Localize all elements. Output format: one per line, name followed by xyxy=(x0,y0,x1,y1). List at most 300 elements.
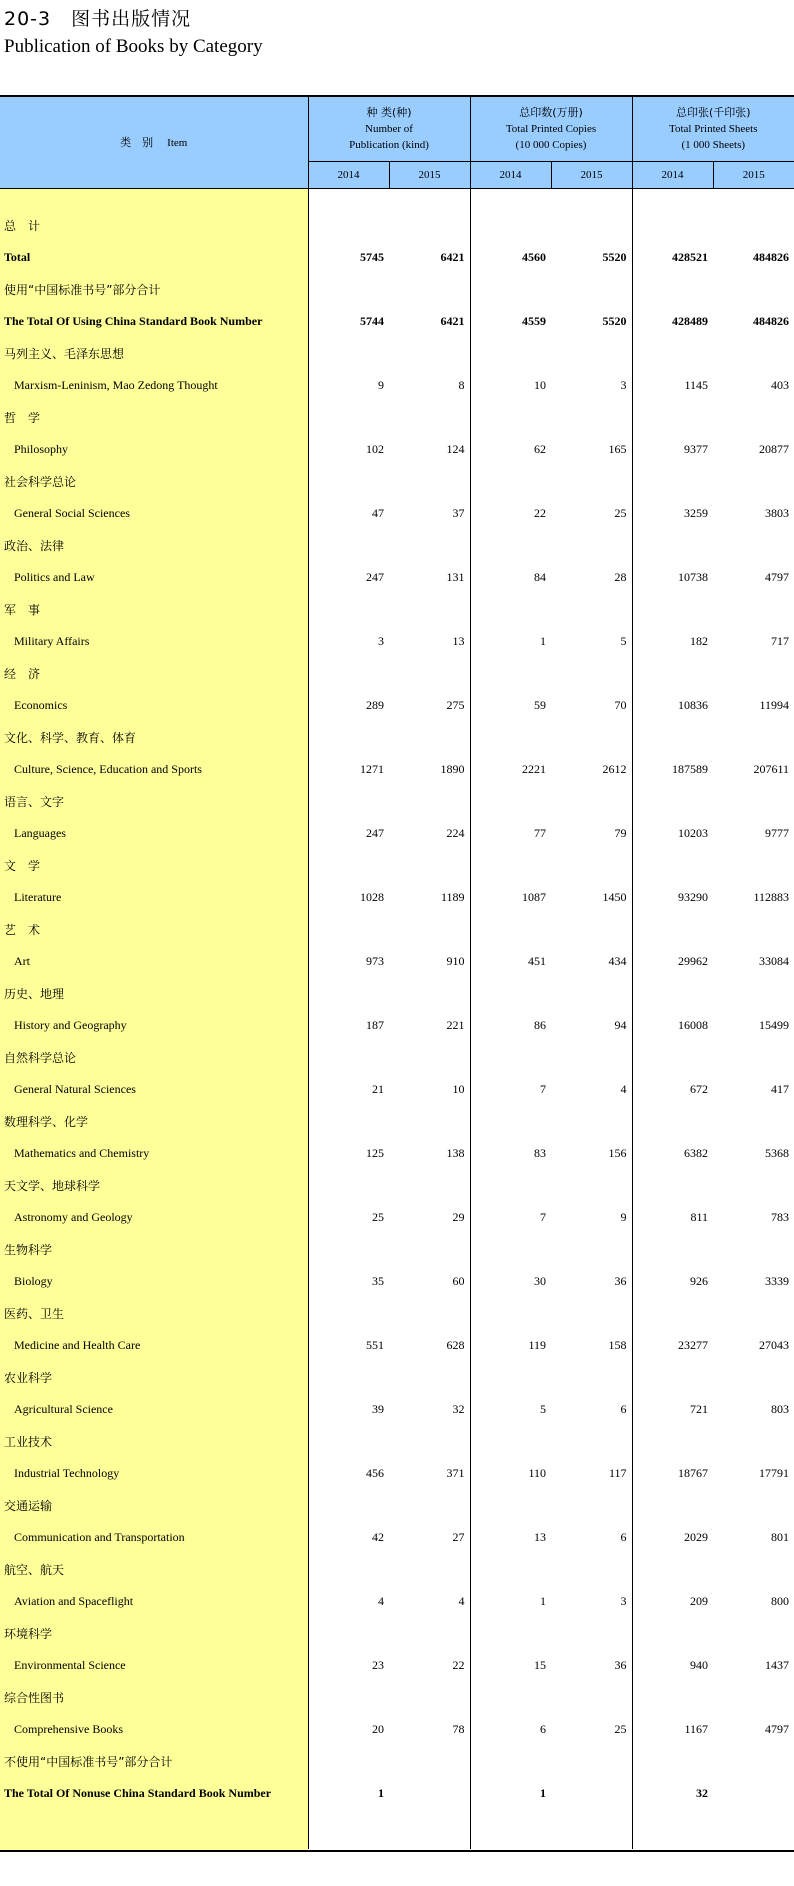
value-cell xyxy=(470,977,551,1009)
value-cell: 717 xyxy=(771,633,790,648)
value-cell: 187589 xyxy=(672,761,708,776)
value-cell: 7 xyxy=(540,1081,546,1096)
table-row xyxy=(0,1297,794,1329)
table-row xyxy=(0,209,794,241)
value-cell xyxy=(389,977,470,1009)
value-cell: 25 xyxy=(551,1713,632,1745)
value-cell: 3 xyxy=(378,633,384,648)
value-cell: 47 xyxy=(372,505,384,520)
title-cn: 20-3 图书出版情况 xyxy=(4,8,192,30)
value-cell xyxy=(308,657,389,689)
value-cell: 59 xyxy=(534,697,546,712)
value-cell: 27 xyxy=(389,1521,470,1553)
value-cell: 11994 xyxy=(759,697,790,712)
value-cell xyxy=(470,1617,551,1649)
value-cell xyxy=(551,529,632,561)
value-cell xyxy=(551,849,632,881)
value-cell xyxy=(308,1169,389,1201)
row-label: 马列主义、毛泽东思想 xyxy=(0,337,308,369)
table-row xyxy=(0,433,794,465)
value-cell: 32 xyxy=(696,1785,708,1800)
row-label: 交通运输 xyxy=(0,1489,308,1521)
group-header-en-line1: Number of xyxy=(365,123,413,135)
value-cell: 25 xyxy=(551,497,632,529)
value-cell xyxy=(713,1681,794,1713)
table-row xyxy=(0,593,794,625)
value-cell xyxy=(713,785,794,817)
table-row xyxy=(0,1521,794,1553)
value-cell xyxy=(551,1681,632,1713)
value-cell: 9 xyxy=(551,1201,632,1233)
row-label: 政治、法律 xyxy=(0,529,308,561)
value-cell xyxy=(632,1553,713,1585)
value-cell xyxy=(389,913,470,945)
row-label: 环境科学 xyxy=(0,1617,308,1649)
row-label: Philosophy xyxy=(0,433,308,465)
value-cell: 13 xyxy=(534,1529,546,1544)
value-cell: 29962 xyxy=(678,953,708,968)
value-cell: 119 xyxy=(528,1337,546,1352)
row-label: 文 学 xyxy=(0,849,308,881)
value-cell xyxy=(389,1425,470,1457)
value-cell xyxy=(713,1777,794,1809)
value-cell xyxy=(632,1425,713,1457)
value-cell: 10836 xyxy=(678,697,708,712)
year-header: 2014 xyxy=(470,162,551,189)
value-cell xyxy=(713,913,794,945)
year-header: 2014 xyxy=(632,162,713,189)
value-cell xyxy=(470,721,551,753)
value-cell xyxy=(389,1681,470,1713)
table-row xyxy=(0,1745,794,1777)
category-header-cn: 类 别 xyxy=(120,135,154,149)
value-cell xyxy=(551,1105,632,1137)
value-cell xyxy=(470,1361,551,1393)
table-row xyxy=(0,1713,794,1745)
value-cell: 30 xyxy=(534,1273,546,1288)
value-cell: 551 xyxy=(366,1337,384,1352)
value-cell: 4559 xyxy=(522,313,546,328)
row-label: Agricultural Science xyxy=(0,1393,308,1425)
value-cell xyxy=(308,913,389,945)
table-row xyxy=(0,273,794,305)
group-header-sheets xyxy=(632,97,794,162)
value-cell: 6421 xyxy=(389,305,470,337)
value-cell: 7 xyxy=(540,1209,546,1224)
table-row xyxy=(0,1489,794,1521)
value-cell xyxy=(632,529,713,561)
value-cell: 207611 xyxy=(753,761,790,776)
value-cell xyxy=(389,401,470,433)
value-cell xyxy=(551,465,632,497)
value-cell xyxy=(551,401,632,433)
value-cell: 4797 xyxy=(765,569,790,584)
value-cell: 35 xyxy=(372,1273,384,1288)
value-cell xyxy=(713,1297,794,1329)
row-label: Marxism-Leninism, Mao Zedong Thought xyxy=(0,369,308,401)
group-header-en-line2: Publication (kind) xyxy=(349,139,429,151)
value-cell: 9777 xyxy=(765,825,790,840)
value-cell xyxy=(308,209,389,241)
value-cell xyxy=(551,1745,632,1777)
row-label: 数理科学、化学 xyxy=(0,1105,308,1137)
value-cell xyxy=(389,593,470,625)
value-cell xyxy=(389,1553,470,1585)
value-cell: 940 xyxy=(690,1657,708,1672)
value-cell: 37 xyxy=(389,497,470,529)
value-cell: 5 xyxy=(540,1401,546,1416)
title-en: Publication of Books by Category xyxy=(4,36,263,57)
value-cell xyxy=(713,209,794,241)
value-cell xyxy=(470,913,551,945)
year-header: 2015 xyxy=(551,162,632,189)
value-cell xyxy=(551,1041,632,1073)
table-row xyxy=(0,1457,794,1489)
table-row xyxy=(0,1393,794,1425)
value-cell: 125 xyxy=(366,1145,384,1160)
row-label: 不使用“中国标准书号”部分合计 xyxy=(0,1745,308,1777)
value-cell: 13 xyxy=(389,625,470,657)
value-cell xyxy=(470,1553,551,1585)
value-cell xyxy=(308,977,389,1009)
row-label: 航空、航天 xyxy=(0,1553,308,1585)
value-cell: 60 xyxy=(389,1265,470,1297)
value-cell xyxy=(470,1041,551,1073)
value-cell xyxy=(308,337,389,369)
value-cell xyxy=(389,849,470,881)
row-label: Environmental Science xyxy=(0,1649,308,1681)
year-header: 2015 xyxy=(713,162,794,189)
table-row xyxy=(0,913,794,945)
table-row xyxy=(0,785,794,817)
row-label: Astronomy and Geology xyxy=(0,1201,308,1233)
value-cell xyxy=(713,337,794,369)
row-label: 医药、卫生 xyxy=(0,1297,308,1329)
value-cell xyxy=(389,1297,470,1329)
book-publication-table xyxy=(0,97,794,1849)
value-cell: 1 xyxy=(540,1593,546,1608)
value-cell: 9377 xyxy=(684,441,708,456)
table-row xyxy=(0,1137,794,1169)
value-cell xyxy=(389,657,470,689)
value-cell xyxy=(389,721,470,753)
value-cell: 23 xyxy=(372,1657,384,1672)
value-cell xyxy=(551,1297,632,1329)
value-cell: 2029 xyxy=(684,1529,708,1544)
value-cell: 4 xyxy=(551,1073,632,1105)
value-cell xyxy=(632,977,713,1009)
value-cell xyxy=(551,657,632,689)
row-label: 综合性图书 xyxy=(0,1681,308,1713)
group-header-en-line1: Total Printed Copies xyxy=(505,123,597,135)
value-cell xyxy=(632,401,713,433)
value-cell: 27043 xyxy=(759,1337,790,1352)
value-cell: 102 xyxy=(366,441,384,456)
value-cell xyxy=(470,593,551,625)
value-cell: 721 xyxy=(690,1401,708,1416)
value-cell xyxy=(713,1361,794,1393)
row-label: The Total Of Using China Standard Book Number xyxy=(0,305,308,337)
value-cell xyxy=(308,401,389,433)
value-cell: 10738 xyxy=(678,569,708,584)
value-cell: 1450 xyxy=(551,881,632,913)
value-cell xyxy=(470,1745,551,1777)
row-label: 历史、地理 xyxy=(0,977,308,1009)
value-cell: 456 xyxy=(366,1465,384,1480)
value-cell xyxy=(308,1425,389,1457)
value-cell: 5744 xyxy=(360,313,384,328)
value-cell xyxy=(308,273,389,305)
value-cell: 110 xyxy=(528,1465,546,1480)
value-cell xyxy=(551,593,632,625)
table-row xyxy=(0,817,794,849)
value-cell xyxy=(308,1617,389,1649)
row-label: Culture, Science, Education and Sports xyxy=(0,753,308,785)
value-cell: 36 xyxy=(551,1265,632,1297)
table-row xyxy=(0,241,794,273)
value-cell xyxy=(551,1233,632,1265)
value-cell xyxy=(551,1489,632,1521)
table-row xyxy=(0,1169,794,1201)
value-cell xyxy=(551,337,632,369)
value-cell: 39 xyxy=(372,1401,384,1416)
value-cell: 1 xyxy=(378,1785,384,1800)
value-cell: 78 xyxy=(389,1713,470,1745)
value-cell xyxy=(551,977,632,1009)
row-label: Biology xyxy=(0,1265,308,1297)
table-row xyxy=(0,1073,794,1105)
table-row xyxy=(0,1553,794,1585)
value-cell: 8 xyxy=(389,369,470,401)
value-cell: 131 xyxy=(389,561,470,593)
group-header-cn: 总印张(千印张) xyxy=(675,106,751,119)
value-cell xyxy=(470,1169,551,1201)
value-cell: 371 xyxy=(389,1457,470,1489)
value-cell: 4560 xyxy=(522,249,546,264)
row-label: 生物科学 xyxy=(0,1233,308,1265)
value-cell xyxy=(389,1489,470,1521)
value-cell: 94 xyxy=(551,1009,632,1041)
row-label: The Total Of Nonuse China Standard Book Number xyxy=(0,1777,308,1809)
table-row xyxy=(0,1425,794,1457)
value-cell: 156 xyxy=(551,1137,632,1169)
value-cell: 5520 xyxy=(551,241,632,273)
table-row xyxy=(0,977,794,1009)
value-cell xyxy=(470,401,551,433)
row-label: 艺 术 xyxy=(0,913,308,945)
header-row-groups xyxy=(0,97,794,162)
value-cell xyxy=(632,1681,713,1713)
value-cell xyxy=(470,1489,551,1521)
value-cell: 289 xyxy=(366,697,384,712)
value-cell: 783 xyxy=(771,1209,790,1224)
value-cell xyxy=(713,1169,794,1201)
value-cell xyxy=(632,273,713,305)
value-cell xyxy=(308,1233,389,1265)
value-cell: 22 xyxy=(389,1649,470,1681)
value-cell xyxy=(470,1681,551,1713)
value-cell: 926 xyxy=(690,1273,708,1288)
row-label: 文化、科学、教育、体育 xyxy=(0,721,308,753)
value-cell xyxy=(308,1041,389,1073)
value-cell xyxy=(632,1105,713,1137)
value-cell xyxy=(308,721,389,753)
value-cell xyxy=(308,1489,389,1521)
row-label: Communication and Transportation xyxy=(0,1521,308,1553)
value-cell: 5520 xyxy=(551,305,632,337)
value-cell xyxy=(713,593,794,625)
table-row xyxy=(0,1233,794,1265)
value-cell: 23277 xyxy=(678,1337,708,1352)
value-cell: 28 xyxy=(551,561,632,593)
value-cell xyxy=(551,1361,632,1393)
value-cell xyxy=(632,849,713,881)
table-row xyxy=(0,497,794,529)
value-cell xyxy=(551,721,632,753)
value-cell: 18767 xyxy=(678,1465,708,1480)
value-cell: 910 xyxy=(389,945,470,977)
group-header-cn: 种 类(种) xyxy=(366,106,412,119)
row-label: 经 济 xyxy=(0,657,308,689)
table-row xyxy=(0,337,794,369)
value-cell xyxy=(632,337,713,369)
value-cell: 1890 xyxy=(389,753,470,785)
value-cell xyxy=(308,529,389,561)
value-cell xyxy=(308,1105,389,1137)
value-cell xyxy=(632,1745,713,1777)
value-cell xyxy=(632,785,713,817)
value-cell: 209 xyxy=(690,1593,708,1608)
value-cell: 4 xyxy=(378,1593,384,1608)
value-cell: 434 xyxy=(551,945,632,977)
value-cell: 451 xyxy=(528,953,546,968)
row-label: History and Geography xyxy=(0,1009,308,1041)
table-row xyxy=(0,657,794,689)
value-cell xyxy=(470,529,551,561)
value-cell xyxy=(632,1361,713,1393)
value-cell xyxy=(389,1745,470,1777)
row-label: General Social Sciences xyxy=(0,497,308,529)
value-cell: 1087 xyxy=(522,889,546,904)
table-row xyxy=(0,1105,794,1137)
group-header-en-line2: (1 000 Sheets) xyxy=(681,139,746,151)
table-row xyxy=(0,849,794,881)
value-cell: 21 xyxy=(372,1081,384,1096)
value-cell: 803 xyxy=(771,1401,790,1416)
value-cell xyxy=(389,1041,470,1073)
table-row xyxy=(0,1041,794,1073)
row-label: General Natural Sciences xyxy=(0,1073,308,1105)
row-label: 社会科学总论 xyxy=(0,465,308,497)
table-row xyxy=(0,881,794,913)
value-cell xyxy=(713,1745,794,1777)
row-label: 军 事 xyxy=(0,593,308,625)
table-row xyxy=(0,561,794,593)
value-cell: 811 xyxy=(690,1209,708,1224)
value-cell: 5368 xyxy=(765,1145,790,1160)
value-cell xyxy=(470,273,551,305)
value-cell xyxy=(389,1169,470,1201)
value-cell: 10203 xyxy=(678,825,708,840)
value-cell: 6 xyxy=(551,1521,632,1553)
row-label: Comprehensive Books xyxy=(0,1713,308,1745)
value-cell: 3803 xyxy=(765,505,790,520)
table-row xyxy=(0,945,794,977)
value-cell xyxy=(551,913,632,945)
category-header-en: Item xyxy=(167,136,188,149)
value-cell: 9 xyxy=(378,377,384,392)
value-cell: 1028 xyxy=(360,889,384,904)
value-cell xyxy=(713,273,794,305)
value-cell: 20 xyxy=(372,1721,384,1736)
value-cell: 117 xyxy=(551,1457,632,1489)
value-cell: 25 xyxy=(372,1209,384,1224)
value-cell: 247 xyxy=(366,569,384,584)
value-cell xyxy=(713,849,794,881)
table-row xyxy=(0,1649,794,1681)
value-cell: 1437 xyxy=(765,1657,790,1672)
value-cell xyxy=(632,1489,713,1521)
row-label: Industrial Technology xyxy=(0,1457,308,1489)
row-label: 自然科学总论 xyxy=(0,1041,308,1073)
value-cell xyxy=(713,1617,794,1649)
value-cell xyxy=(389,1233,470,1265)
value-cell: 428489 xyxy=(672,313,708,328)
value-cell xyxy=(713,657,794,689)
value-cell xyxy=(551,1553,632,1585)
spacer-row xyxy=(0,1809,794,1849)
table-body xyxy=(0,189,794,1850)
group-header-copies xyxy=(470,97,632,162)
value-cell xyxy=(470,1233,551,1265)
value-cell xyxy=(308,1681,389,1713)
value-cell: 801 xyxy=(771,1529,790,1544)
value-cell xyxy=(632,1233,713,1265)
value-cell: 165 xyxy=(551,433,632,465)
value-cell xyxy=(632,913,713,945)
value-cell xyxy=(713,401,794,433)
value-cell: 10 xyxy=(389,1073,470,1105)
value-cell xyxy=(551,1617,632,1649)
value-cell xyxy=(308,1297,389,1329)
group-header-publications xyxy=(308,97,470,162)
value-cell: 221 xyxy=(389,1009,470,1041)
group-header-en-line2: (10 000 Copies) xyxy=(515,139,587,151)
value-cell: 15499 xyxy=(759,1017,790,1032)
value-cell: 138 xyxy=(389,1137,470,1169)
table-row xyxy=(0,1585,794,1617)
value-cell xyxy=(632,1297,713,1329)
value-cell xyxy=(470,657,551,689)
value-cell xyxy=(389,1777,470,1809)
value-cell xyxy=(389,337,470,369)
table-bottom-rule xyxy=(0,1850,794,1852)
value-cell: 2221 xyxy=(522,761,546,776)
row-label: Military Affairs xyxy=(0,625,308,657)
value-cell: 628 xyxy=(389,1329,470,1361)
row-label: Literature xyxy=(0,881,308,913)
value-cell xyxy=(632,593,713,625)
table-row xyxy=(0,1777,794,1809)
value-cell: 6 xyxy=(540,1721,546,1736)
value-cell xyxy=(470,209,551,241)
value-cell xyxy=(713,1041,794,1073)
value-cell xyxy=(389,1617,470,1649)
value-cell: 4797 xyxy=(765,1721,790,1736)
value-cell: 15 xyxy=(534,1657,546,1672)
value-cell: 6382 xyxy=(684,1145,708,1160)
value-cell xyxy=(713,977,794,1009)
